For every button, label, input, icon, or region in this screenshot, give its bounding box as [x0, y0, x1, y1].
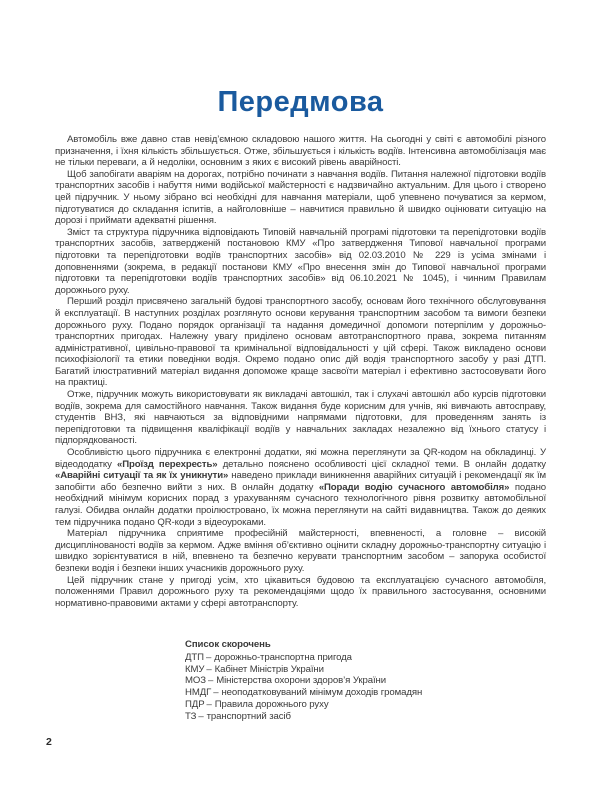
paragraph-4 [55, 296, 546, 389]
paragraph-text: Особливістю цього підручника є електронні додатки, які можна переглянути за QR-кодом на обкладинці. У відеододатку [55, 447, 546, 470]
app-title-emergency: «Аварійні ситуації та як їх уникнути» [55, 470, 229, 482]
paragraph-text: подано необхідний мінімум корисних порад з урахуванням сучасного технологічного рівня розвитку автомобільної галузі. Обидва онлайн додатки проілюстровано, їх можна переглянути на сайті видавництва. Також до деяких тем підручника подано QR-коди з відеоуроками. [55, 481, 546, 528]
abbr-term: ТЗ [185, 710, 197, 722]
abbr-definition: дорожньо-транспортна пригода [214, 652, 352, 664]
abbreviations-section [185, 639, 546, 722]
abbr-separator: – [198, 710, 204, 722]
paragraph-5 [55, 389, 546, 447]
abbr-definition: транспортний засіб [206, 710, 291, 722]
abbr-separator: – [205, 652, 212, 664]
paragraph-2 [55, 169, 546, 227]
abbreviation-item [185, 699, 546, 711]
abbr-term: ПДР [185, 698, 205, 710]
abbr-term: НМДГ [185, 687, 212, 699]
abbr-term: КМУ [185, 663, 205, 675]
paragraph-text: Отже, підручник можуть використовувати як викладачі автошкіл, так і слухачі автошкіл або курсів підготовки водіїв, зокрема для самостійного навчання. Також видання буде корисним для учнів, які вивчають автосправу, студентів ВНЗ, які навчаються за відповідними напрямами підготовки, для проведенням занять із перепідготовки та підвищення кваліфікації водіїв у навчальних закладах незалежно від їхнього статусу і підпорядкованості. [55, 389, 546, 447]
paragraph-text: Автомобіль вже давно став невід’ємною складовою нашого життя. На сьогодні у світі є автомобілі різного призначення, і їхня кількість збільшується. Отже, збільшується і кількість водіїв. Інтенсивна автомобілізація має не тільки переваги, а й недоліки, основним з яких є високий рівень аварійності. [55, 134, 546, 169]
abbr-separator: – [207, 675, 214, 687]
paragraph-text: Перший розділ присвячено загальній будові транспортного засобу, основам його технічного обслуговування й експлуатації. В наступних розділах розглянуто основи керування транспортним засобом та вимоги безпеки дорожнього руху. Подано порядок організації та надання домедичної допомоги потерпілим у дорожньо-транспортних пригодах. Належну увагу приділено основам автотранспортного права, зокрема питанням адміністративної, цивільно-правової та кримінальної відповідальності у цій сфері. Також викладено основи психофізіології та етики поведінки водія. Окремо подано опис дій водія транспортного засобу у разі ДТП. Багатий ілюстративний матеріал видання допоможе краще засвоїти матеріал і ефективно застосовувати його на практиці. [55, 296, 546, 389]
preface-body [55, 134, 546, 609]
paragraph-8 [55, 575, 546, 610]
abbreviation-item [185, 675, 546, 687]
abbreviation-item [185, 652, 546, 664]
abbr-separator: – [213, 687, 219, 699]
abbr-definition: неоподатковуваний мінімум доходів громадян [221, 687, 423, 699]
page-title: Передмова [217, 86, 384, 118]
app-title-video: «Проїзд перехресть» [117, 458, 218, 470]
paragraph-6 [55, 447, 546, 528]
paragraph-1 [55, 134, 546, 169]
abbreviation-item [185, 687, 546, 699]
paragraph-7 [55, 528, 546, 574]
abbr-definition: Міністерства охорони здоров’я України [216, 675, 386, 687]
abbr-definition: Правила дорожнього руху [214, 698, 329, 710]
paragraph-text: Цей підручник стане у пригоді усім, хто цікавиться будовою та експлуатацією сучасного автомобіля, положеннями Правил дорожнього руху та рекомендаціями щодо їх правильного застосування, основними нормативно-правовими актами у сфері автотранспорту. [55, 574, 546, 609]
abbr-separator: – [206, 663, 212, 675]
paragraph-text: наведено приклади виникнення аварійних ситуацій і рекомендації як їм запобігти або безпечно вийти з них. В онлайн додатку [55, 470, 546, 493]
paragraph-text: Зміст та структура підручника відповідають Типовій навчальній програмі підготовки та перепідготовки водіїв транспортних засобів, затвердженій постановою КМУ «Про затвердження Типової навчальної програми підготовки та перепідготовки водіїв транспортних засобів» від 02.03.2010 № 229 із усіма змінами і доповненнями (зокрема, в редакції постанови КМУ «Про внесення змін до Типової навчальної програми підготовки та перепідготовки водіїв транспортних засобів» від 06.10.2021 № 1045), і чинним Правилам дорожнього руху. [55, 226, 546, 296]
abbreviations-heading: Список скорочень [185, 639, 271, 651]
abbr-term: МОЗ [185, 675, 206, 687]
abbreviation-item [185, 711, 546, 723]
app-title-advice: «Поради водію сучасного автомобіля» [318, 481, 510, 493]
paragraph-text: детально пояснено особливості цієї складної теми. В онлайн додатку [217, 458, 546, 470]
paragraph-text: Щоб запобігати аваріям на дорогах, потрібно починати з навчання водіїв. Питання належної підготовки водіїв транспортних засобів і набуття ними водійської майстерності є надзвичайно актуальним. Для цього і створено цей підручник. У ньому зібрано всі необхідні для навчання матеріали, щоб упевнено почуватися за кермом, підготуватися до складання іспитів, а найголовніше – навчитися правильно й швидко оцінювати ситуацію на дорозі і приймати адекватні рішення. [55, 168, 546, 227]
page-number: 2 [46, 736, 52, 748]
abbr-separator: – [206, 698, 212, 710]
paragraph-3 [55, 227, 546, 297]
abbr-definition: Кабінет Міністрів України [214, 663, 324, 675]
paragraph-text: Матеріал підручника сприятиме професійній майстерності, впевненості, а головне – високій дисциплінованості водіїв за кермом. Адже вміння об’єктивно оцінити складну дорожньо-транспортну ситуацію і швидко зорієнтуватися в ній, впевнено та безпечно керувати транспортним засобом – запорука особистої безпеки водія і безпеки інших учасників дорожнього руху. [55, 528, 546, 574]
abbreviation-item [185, 664, 546, 676]
abbr-term: ДТП [185, 652, 204, 664]
